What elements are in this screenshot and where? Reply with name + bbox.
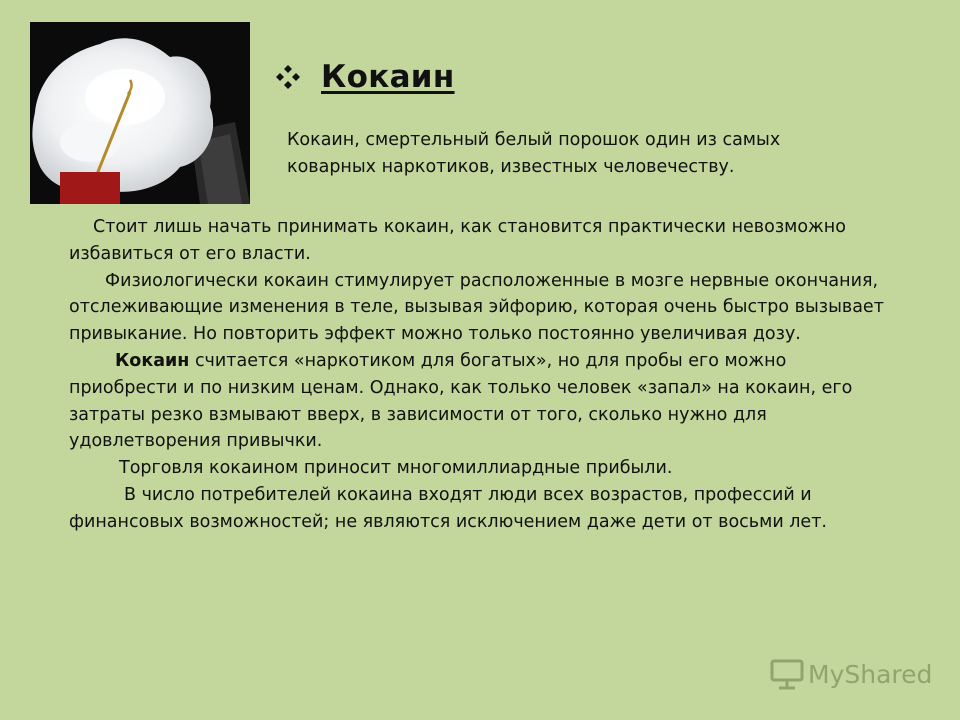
paragraph-3-text: считается «наркотиком для богатых», но для пробы его можно приобрести и по низким ценам. Однако, как только человек «запал» на кокаин, его затраты резко взмывают вверх, в зависимости от того, сколько нужно для удовлетворения привычки. bbox=[69, 350, 853, 452]
cocaine-powder-photo bbox=[30, 22, 250, 204]
slide-title: Кокаин bbox=[321, 59, 455, 95]
diamond-bullet-icon bbox=[275, 64, 301, 90]
body-text bbox=[69, 214, 889, 536]
presentation-icon bbox=[770, 658, 804, 690]
paragraph-1 bbox=[69, 214, 889, 268]
paragraph-5-text: В число потребителей кокаина входят люди всех возрастов, профессий и финансовых возможностей; не являются исключением даже дети от восьми лет. bbox=[69, 484, 827, 532]
watermark-text: MyShared bbox=[808, 659, 933, 689]
paragraph-4-text: Торговля кокаином приносит многомиллиардные прибыли. bbox=[119, 458, 673, 479]
watermark bbox=[770, 656, 932, 692]
title-row bbox=[275, 52, 455, 102]
paragraph-2 bbox=[69, 268, 889, 348]
paragraph-1-text: Стоит лишь начать принимать кокаин, как становится практически невозможно избавиться от его власти. bbox=[69, 217, 846, 264]
paragraph-3-bold: Кокаин bbox=[115, 350, 190, 371]
paragraph-3 bbox=[69, 348, 889, 455]
intro-text: Кокаин, смертельный белый порошок один из самых коварных наркотиков, известных человечеству. bbox=[287, 130, 781, 177]
paragraph-2-text: Физиологически кокаин стимулирует расположенные в мозге нервные окончания, отслеживающие изменения в теле, вызывая эйфорию, которая очень быстро вызывает привыкание. Но повторить эффект можно только постоянно увеличивая дозу. bbox=[69, 270, 884, 345]
paragraph-5 bbox=[69, 482, 889, 536]
paragraph-4 bbox=[69, 455, 889, 482]
